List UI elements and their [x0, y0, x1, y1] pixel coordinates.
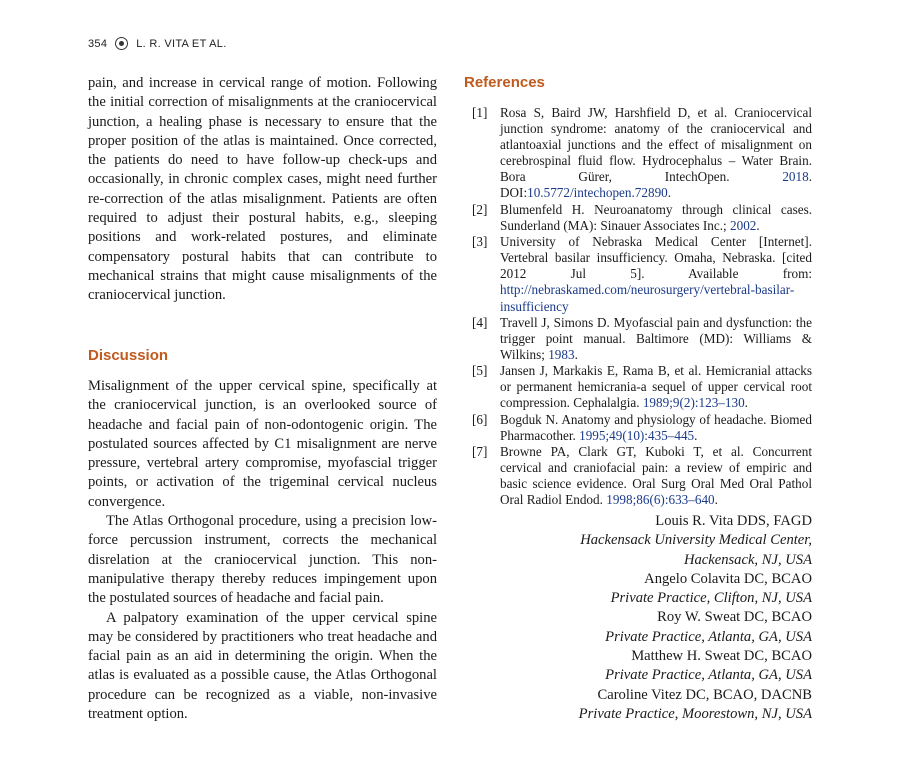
reference-citation: Blumenfeld H. Neuroanatomy through clinical cases. Sunderland (MA): Sinauer Associates Inc.; [500, 201, 812, 233]
reference-text [500, 105, 812, 202]
running-title: L. R. VITA ET AL. [136, 37, 227, 50]
author-name: Caroline Vitez DC, BCAO, DACNB [597, 686, 812, 703]
reference-number: [6] [472, 411, 488, 427]
reference-citation: Browne PA, Clark GT, Kuboki T, et al. Concurrent cervical and craniofacial pain: a review of empiric and basic science evidence. Oral Surg Oral Med Oral Pathol Oral Radiol Endod. [500, 444, 812, 508]
reference-text [500, 315, 812, 363]
reference-number: [5] [472, 363, 488, 379]
reference-citation: Jansen J, Markakis E, Rama B, et al. Hemicranial attacks or permanent hemicrania-a sequel of upper cervical root compression. Cephalalgia. [500, 363, 812, 411]
author-affiliation: Private Practice, Clifton, NJ, USA [610, 590, 812, 607]
reference-item [472, 363, 812, 411]
reference-tail: . [744, 395, 748, 411]
running-header [88, 37, 227, 50]
reference-tail: . [667, 185, 672, 201]
reference-number: [3] [472, 234, 488, 250]
reference-item [472, 315, 812, 363]
author-name: Louis R. Vita DDS, FAGD [655, 513, 812, 529]
reference-item [472, 412, 812, 444]
reference-tail: . [694, 427, 698, 443]
reference-item [472, 234, 812, 314]
reference-citation: Bogduk N. Anatomy and physiology of headache. Biomed Pharmacother. [500, 411, 812, 443]
author-name: Angelo Colavita DC, BCAO [644, 570, 812, 587]
reference-number: [7] [472, 444, 488, 460]
reference-number: [1] [472, 105, 488, 120]
reference-number: [2] [472, 201, 488, 217]
author-affiliation: Hackensack, NJ, USA [683, 551, 812, 568]
reference-separator: . DOI: [500, 169, 812, 201]
reference-text [500, 412, 812, 444]
reference-text [500, 363, 812, 411]
author-affiliation: Private Practice, Atlanta, GA, USA [605, 667, 812, 684]
reference-citation: University of Nebraska Medical Center [Internet]. Vertebral basilar insufficiency. Omaha, Nebraska. [cited 2012 Jul 5]. Available from: [500, 234, 812, 282]
author-affiliation: Hackensack University Medical Center, [580, 532, 812, 549]
reference-item [472, 444, 812, 508]
continuation-text [88, 74, 437, 306]
paragraph: pain, and increase in cervical range of motion. Following the initial correction of misalignments at the craniocervical junction, a healing phase is necessary to ensure that the proper position of the atlas is maintained. Once corrected, the patients do need to have follow-up check-ups and occasionally, in chronic complex cases, might need further re-correction of the atlas misalignment. Patients are often required to adjust their postural habits, e.g., sleeping positions and work-related postures, and eliminate compensatory postural habits that can contribute to mechanical strains that might cause misalignments of the craniocervical junction. [88, 75, 437, 304]
reference-citation: Rosa S, Baird JW, Harshfield D, et al. Craniocervical junction syndrome: anatomy of the craniocervical and atlantoaxial junctions and the effect of misalignment on cerebrospinal fluid flow. Hydrocephalus – Water Brain. Bora Gürer, IntechOpen. [500, 105, 812, 185]
paragraph: Misalignment of the upper cervical spine, specifically at the craniocervical junction, is an overlooked source of headache and facial pain of non-odontogenic origin. The postulated sources affected by C1 misalignment are nerve pressure, vertebral artery compromise, myofascial trigger points, or activation of the trigeminal cervical nucleus convergence. [88, 378, 437, 510]
reference-text [500, 202, 812, 234]
reference-tail: . [574, 346, 578, 362]
discussion-heading: Discussion [88, 347, 169, 364]
reference-year-link[interactable]: 2002 [730, 217, 757, 233]
author-affiliation: Private Practice, Atlanta, GA, USA [605, 628, 812, 645]
author-name: Roy W. Sweat DC, BCAO [657, 609, 812, 626]
reference-year-link[interactable]: 1998;86(6):633–640 [606, 492, 715, 508]
reference-citation: Travell J, Simons D. Myofascial pain and dysfunction: the trigger point manual. Baltimore (MD): Williams & Wilkins; [500, 314, 812, 362]
reference-url-link[interactable]: http://nebraskamed.com/neurosurgery/vertebral-basilar-insufficiency [500, 282, 795, 314]
reference-year-link[interactable]: 1995;49(10):435–445 [579, 427, 695, 443]
reference-item [472, 105, 812, 202]
reference-year-link[interactable]: 2018 [782, 169, 809, 185]
page-number: 354 [88, 37, 108, 50]
reference-number: [4] [472, 314, 488, 330]
author-affiliation: Private Practice, Moorestown, NJ, USA [578, 705, 812, 722]
reference-tail: . [756, 217, 760, 233]
author-block [579, 512, 812, 724]
reference-text [500, 234, 812, 314]
discussion-body [88, 377, 437, 724]
reference-year-link[interactable]: 1983 [548, 346, 575, 362]
reference-year-link[interactable]: 1989;9(2):123–130 [642, 395, 745, 411]
references-heading: References [464, 74, 545, 91]
reference-url-link[interactable]: 10.5772/intechopen.72890 [527, 185, 668, 201]
reference-item [472, 202, 812, 234]
author-name: Matthew H. Sweat DC, BCAO [631, 648, 812, 665]
reference-tail: . [714, 492, 718, 508]
reference-text [500, 444, 812, 508]
paragraph: A palpatory examination of the upper cervical spine may be considered by practitioners who treat headache and facial pain as an aid in determining the origin. When the atlas is evaluated as a possible cause, the Atlas Orthogonal procedure can be recognized as a viable, non-invasive treatment option. [88, 609, 437, 723]
paragraph: The Atlas Orthogonal procedure, using a precision low-force percussion instrument, corrects the mechanical disrelation at the craniocervical junction. This non-manipulative therapy thereby reduces impingement upon the postulated sources of headache and facial pain. [88, 513, 437, 607]
reference-list [472, 105, 812, 509]
journal-logo-icon [115, 37, 128, 50]
